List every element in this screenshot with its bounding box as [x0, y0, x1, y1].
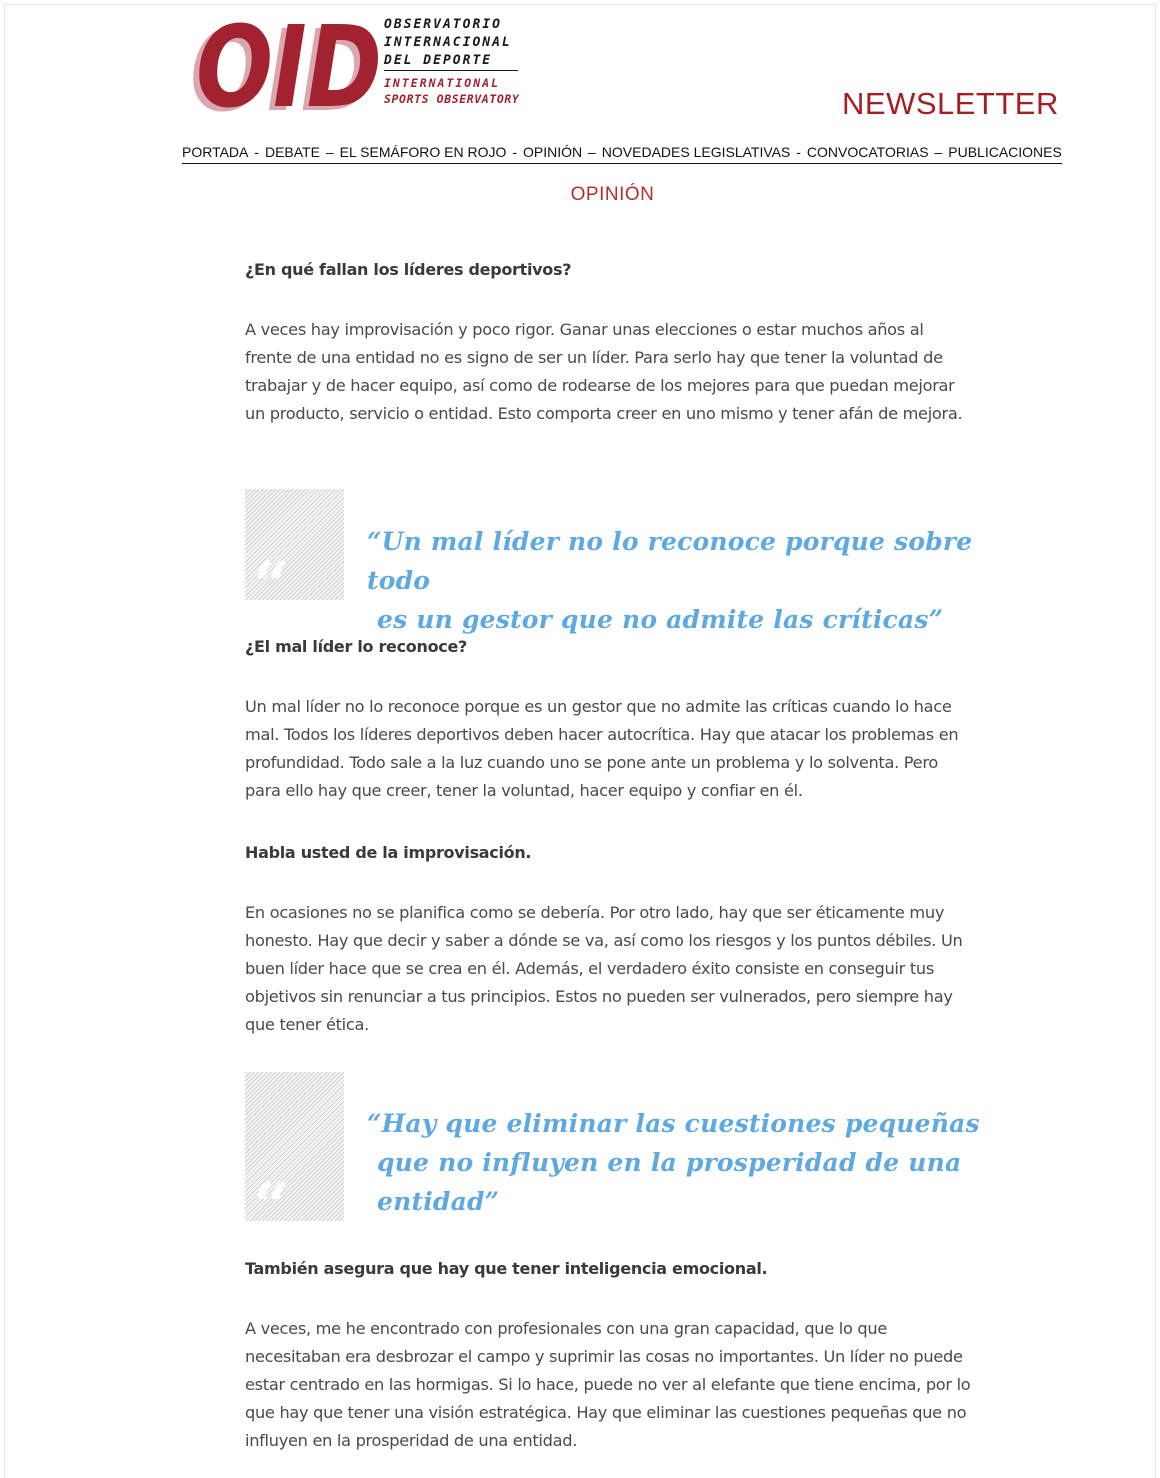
nav-item-publicaciones[interactable]: PUBLICACIONES [948, 144, 1062, 160]
oid-logo[interactable] [186, 12, 526, 116]
nav-separator: - [254, 144, 260, 160]
logo-name-en-1: INTERNATIONAL [384, 76, 501, 90]
nav-separator: – [934, 144, 943, 160]
quote-decoration-2 [245, 1072, 344, 1244]
nav-separator: – [588, 144, 596, 160]
quote-decoration-1 [245, 489, 344, 623]
paragraph-2: Un mal líder no lo reconoce porque es un gestor que no admite las críticas cuando lo hace mal. Todos los líderes deportivos deben hacer autocrítica. Hay que atacar los problemas en profundidad. Todo sale a la luz cuando uno se pone ante un problema y lo solventa. Pero para ello hay que creer, tener la voluntad, hacer equipo y confiar en él. [245, 697, 959, 800]
logo-divider [384, 70, 518, 71]
nav-item-semaforo[interactable]: EL SEMÁFORO EN ROJO [339, 144, 507, 160]
main-nav [182, 144, 1062, 164]
section-label: OPINIÓN [570, 184, 655, 205]
pull-quote-1 [367, 522, 1007, 639]
logo-name-es-1: OBSERVATORIO [384, 17, 502, 32]
logo-letters-shadow: OID [190, 12, 376, 116]
quote-mark-icon: “ [253, 548, 290, 623]
pull-quote-2-line-2: que no influyen en la prosperidad de una [377, 1148, 962, 1177]
newsletter-title: NEWSLETTER [842, 86, 1059, 121]
pull-quote-2-line-1: “Hay que eliminar las cuestiones pequeñas [367, 1109, 980, 1138]
pull-quote-2-line-3: entidad” [377, 1187, 500, 1216]
logo-name-es-3: DEL DEPORTE [384, 53, 493, 68]
nav-item-novedades[interactable]: NOVEDADES LEGISLATIVAS [601, 144, 791, 160]
pull-quote-1-line-1: “Un mal líder no lo reconoce porque sobre todo [367, 527, 973, 595]
question-heading-4: También asegura que hay que tener inteligencia emocional. [245, 1259, 768, 1278]
pull-quote-1-line-2: es un gestor que no admite las críticas” [377, 605, 944, 634]
question-heading-1: ¿En qué fallan los líderes deportivos? [245, 260, 572, 279]
quote-mark-icon: “ [253, 1169, 290, 1244]
paragraph-4: A veces, me he encontrado con profesionales con una gran capacidad, que lo que necesitaban era desbrozar el campo y suprimir las cosas no importantes. Un líder no puede estar centrado en las hormigas. Si lo hace, puede no ver al elefante que tiene encima, por lo que hay que tener una visión estratégica. Hay que eliminar las cuestiones pequeñas que no influyen en la prosperidad de una entidad. [245, 1319, 971, 1450]
nav-separator: – [325, 144, 334, 160]
question-heading-3: Habla usted de la improvisación. [245, 843, 532, 862]
logo-name-es-2: INTERNACIONAL [384, 35, 512, 50]
nav-separator: - [512, 144, 518, 160]
nav-item-debate[interactable]: DEBATE [264, 144, 320, 160]
nav-item-opinion[interactable]: OPINIÓN [522, 144, 583, 160]
question-heading-2: ¿El mal líder lo reconoce? [245, 637, 467, 656]
nav-item-convocatorias[interactable]: CONVOCATORIAS [806, 144, 929, 160]
nav-separator: - [796, 144, 801, 160]
oid-logo-mark [186, 12, 386, 116]
nav-item-portada[interactable]: PORTADA [182, 144, 249, 160]
logo-name-en-2: SPORTS OBSERVATORY [384, 92, 520, 106]
logo-letters: OID [196, 12, 382, 116]
paragraph-1: A veces hay improvisación y poco rigor. Ganar unas elecciones o estar muchos años al frente de una entidad no es signo de ser un líder. Para serlo hay que tener la voluntad de trabajar y de hacer equipo, así como de rodearse de los mejores para que puedan mejorar un producto, servicio o entidad. Esto comporta creer en uno mismo y tener afán de mejora. [245, 320, 963, 423]
pull-quote-2 [367, 1104, 1007, 1221]
paragraph-3: En ocasiones no se planifica como se debería. Por otro lado, hay que ser éticamente muy honesto. Hay que decir y saber a dónde se va, así como los riesgos y los puntos débiles. Un buen líder hace que se crea en él. Además, el verdadero éxito consiste en conseguir tus objetivos sin renunciar a tus principios. Estos no pueden ser vulnerados, pero siempre hay que tener ética. [245, 903, 963, 1034]
